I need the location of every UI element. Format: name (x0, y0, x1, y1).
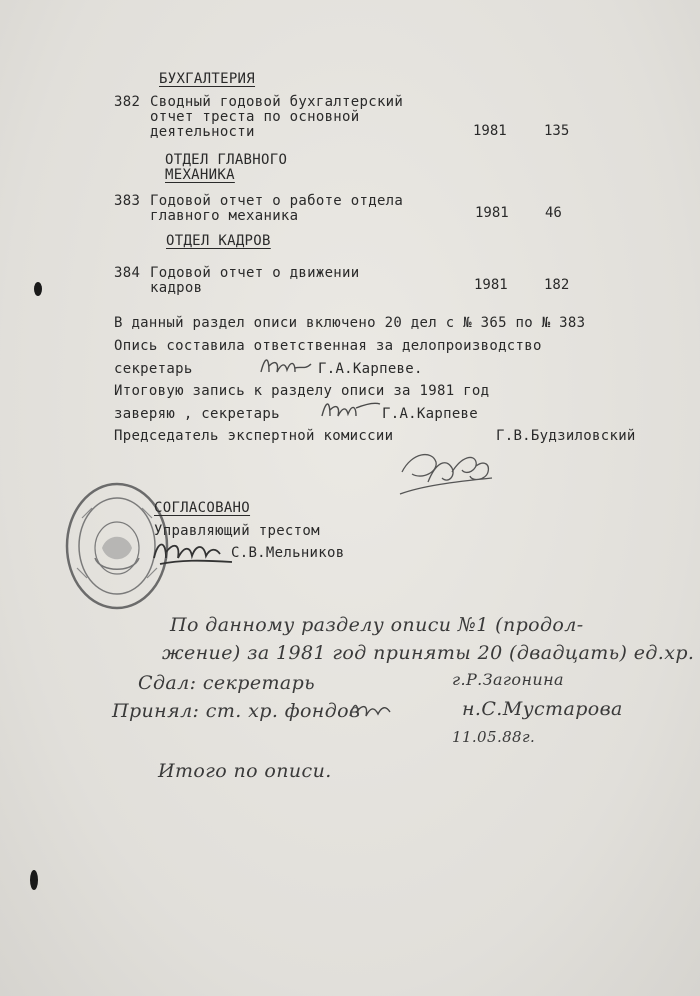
summary-chairman-label: Председатель экспертной комиссии (114, 428, 394, 444)
summary-line-4: Итоговую запись к разделу описи за 1981 год (114, 383, 490, 399)
handwritten-line-1: По данному разделу описи №1 (продол- (170, 614, 584, 636)
handwritten-received: Принял: ст. хр. фондов (112, 700, 361, 722)
item-384-pages: 182 (544, 277, 570, 293)
item-384-line2: кадров (150, 280, 203, 296)
summary-certify-name: Г.А.Карпеве (382, 406, 479, 422)
section-heading-personnel: ОТДЕЛ КАДРОВ (166, 233, 271, 249)
chairman-signature (392, 442, 502, 498)
item-382-line1: Сводный годовой бухгалтерский (150, 94, 404, 110)
item-383-line1: Годовой отчет о работе отдела (150, 193, 404, 209)
approval-title: СОГЛАСОВАНО (154, 500, 251, 516)
item-number-383: 383 (114, 193, 141, 209)
punch-hole-top (34, 282, 42, 296)
approval-name: С.В.Мельников (231, 545, 345, 561)
summary-secretary-name: Г.А.Карпеве. (318, 361, 423, 377)
section-heading-mechanic-line1: ОТДЕЛ ГЛАВНОГО (165, 152, 288, 168)
secretary-signature-2 (318, 396, 384, 424)
summary-line-2: Опись составила ответственная за делопроизводство (114, 338, 542, 354)
summary-line-1: В данный раздел описи включено 20 дел с № 365 по № 383 (114, 315, 586, 331)
handwritten-received-name: н.С.Мустарова (462, 698, 623, 720)
item-383-year: 1981 (475, 205, 509, 221)
summary-certify-label: заверяю , секретарь (114, 406, 280, 422)
item-382-year: 1981 (473, 123, 507, 139)
item-number-384: 384 (114, 265, 141, 281)
item-382-pages: 135 (544, 123, 570, 139)
handwritten-line-2: жение) за 1981 год приняты 20 (двадцать) ед.хр. (162, 642, 695, 664)
summary-chairman-name: Г.В.Будзиловский (496, 428, 636, 444)
summary-secretary-label: секретарь (114, 361, 193, 377)
handwritten-handed-over: Сдал: секретарь (138, 672, 315, 694)
item-383-line2: главного механика (150, 208, 299, 224)
approval-role: Управляющий трестом (154, 523, 320, 539)
handwritten-handed-over-name: г.Р.Загонина (452, 670, 564, 689)
handwritten-date: 11.05.88г. (452, 728, 536, 746)
receiver-signature (346, 698, 394, 724)
manager-signature (150, 534, 235, 568)
item-383-pages: 46 (545, 205, 562, 221)
item-number-382: 382 (114, 94, 141, 110)
item-382-line2: отчет треста по основной (150, 109, 360, 125)
item-384-year: 1981 (474, 277, 508, 293)
handwritten-total: Итого по описи. (158, 760, 332, 782)
section-heading-accounting: БУХГАЛТЕРИЯ (159, 71, 256, 87)
section-heading-mechanic-line2: МЕХАНИКА (165, 167, 235, 183)
item-382-line3: деятельности (150, 124, 255, 140)
punch-hole-bottom (30, 870, 38, 890)
secretary-signature-1 (255, 352, 315, 380)
item-384-line1: Годовой отчет о движении (150, 265, 360, 281)
